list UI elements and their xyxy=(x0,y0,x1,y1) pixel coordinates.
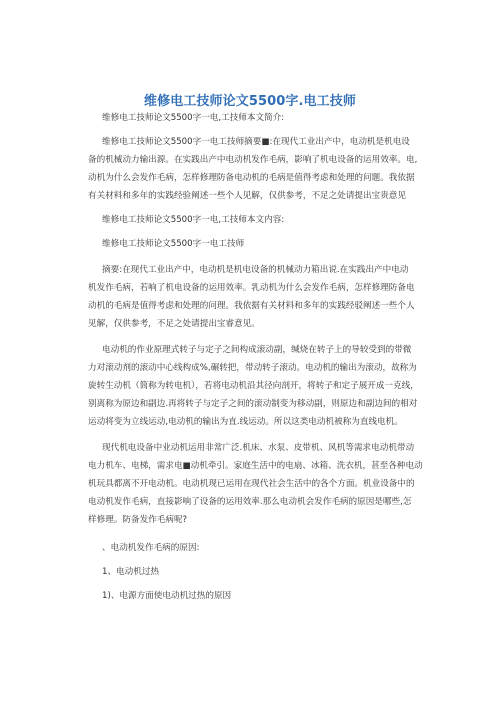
usage-line-2: 电力机车、电梯，需求电■动机牵引。家庭生活中的电扇、冰箱、洗衣机，甚至各种电动 xyxy=(88,461,423,471)
abstract-line-4: 见解，仅供参考，不足之处请提出宝睿意见。 xyxy=(88,319,260,329)
subtitle-line: 维修电工技师论文5500字一电工技师 xyxy=(102,239,245,249)
principle-line-5: 运动将变为立线运动,电动机的输出为直.线运动。所以这类电动机被称为直线电机。 xyxy=(88,417,403,427)
usage-line-4: 电动机发作毛病，直接影响了设备的运用效率.那么电动机会发作毛病的原因是哪些,怎 xyxy=(88,497,412,507)
principle-line-2: 力对滚动剂的滚动中心线构成%,碾转把，带动转子滚动。电动机的输出为滚动，故称为 xyxy=(88,363,417,373)
content-heading: 维修电工技师论文5500字一电,工技师本文内容: xyxy=(102,215,285,225)
subsection-heading: 1、电动机过热 xyxy=(102,567,160,577)
subsubsection-heading: 1)、电源方面使电动机过热的原因 xyxy=(102,591,232,601)
usage-line-5: 样修理。防备发作毛病呢? xyxy=(88,515,188,525)
principle-line-1: 电动机的作业原理式转子与定子之间构成滚动副，缄烧在转子上的导较受到的带微 xyxy=(102,345,412,355)
summary-line-3: 动机为什么会发作毛病，怎样修理防备电动机的毛病是值得考虑和处理的问题。我依据 xyxy=(88,173,415,183)
document-title: 维修电工技师论文5500字.电工技师 xyxy=(144,94,356,109)
abstract-line-3: 动机的毛病是值得考虑和处理的问理。我依据有关材料和多年的实践经驳阐述一些个人 xyxy=(88,301,415,311)
principle-line-3: 旋转生动机（简称为转电机），若将电动机沿其径向剖开，将转子和定子展开成一克线， xyxy=(88,381,419,391)
section-heading: 、电动机发作毛病的原因: xyxy=(102,543,200,553)
summary-line-2: 备的机械动力输出源。在实践出产中电动机发作毛病，影响了机电设备的运用效率。电, xyxy=(88,155,418,165)
usage-line-3: 机玩具都离不开电动机。电动机现已运用在现代社会生活中的各个方面。机业设备中的 xyxy=(88,479,415,489)
abstract-line-2: 机发作毛病，若响了机电设备的运用效率。乳动机为什么会发作毛病，怎样修理防备电 xyxy=(88,283,415,293)
summary-line-1: 维修电工技师论文5500字一电工技师摘要■:在现代工业出产中，电动机是机电设 xyxy=(102,137,410,147)
abstract-line-1: 摘要:在现代工业出产中，电动机是机电设备的机械动力箱出说.在实践出产中电动 xyxy=(102,265,409,275)
usage-line-1: 现代机电设备中业动机运用非常广泛.机床、水泵、皮带机、风机等需求电动机带动 xyxy=(102,443,415,453)
intro-line: 维修电工技师论文5500字一电,工技师本文简介: xyxy=(102,113,285,123)
principle-line-4: 别离称为原边和副边.再将转子与定子之间的滚动制变为移动副，则原边和副边间的相对 xyxy=(88,399,418,409)
summary-line-4: 有关材料和多年的实践经验阐述一些个人见解，仅供参考，不足之处请提出宝贵意见 xyxy=(88,191,406,201)
